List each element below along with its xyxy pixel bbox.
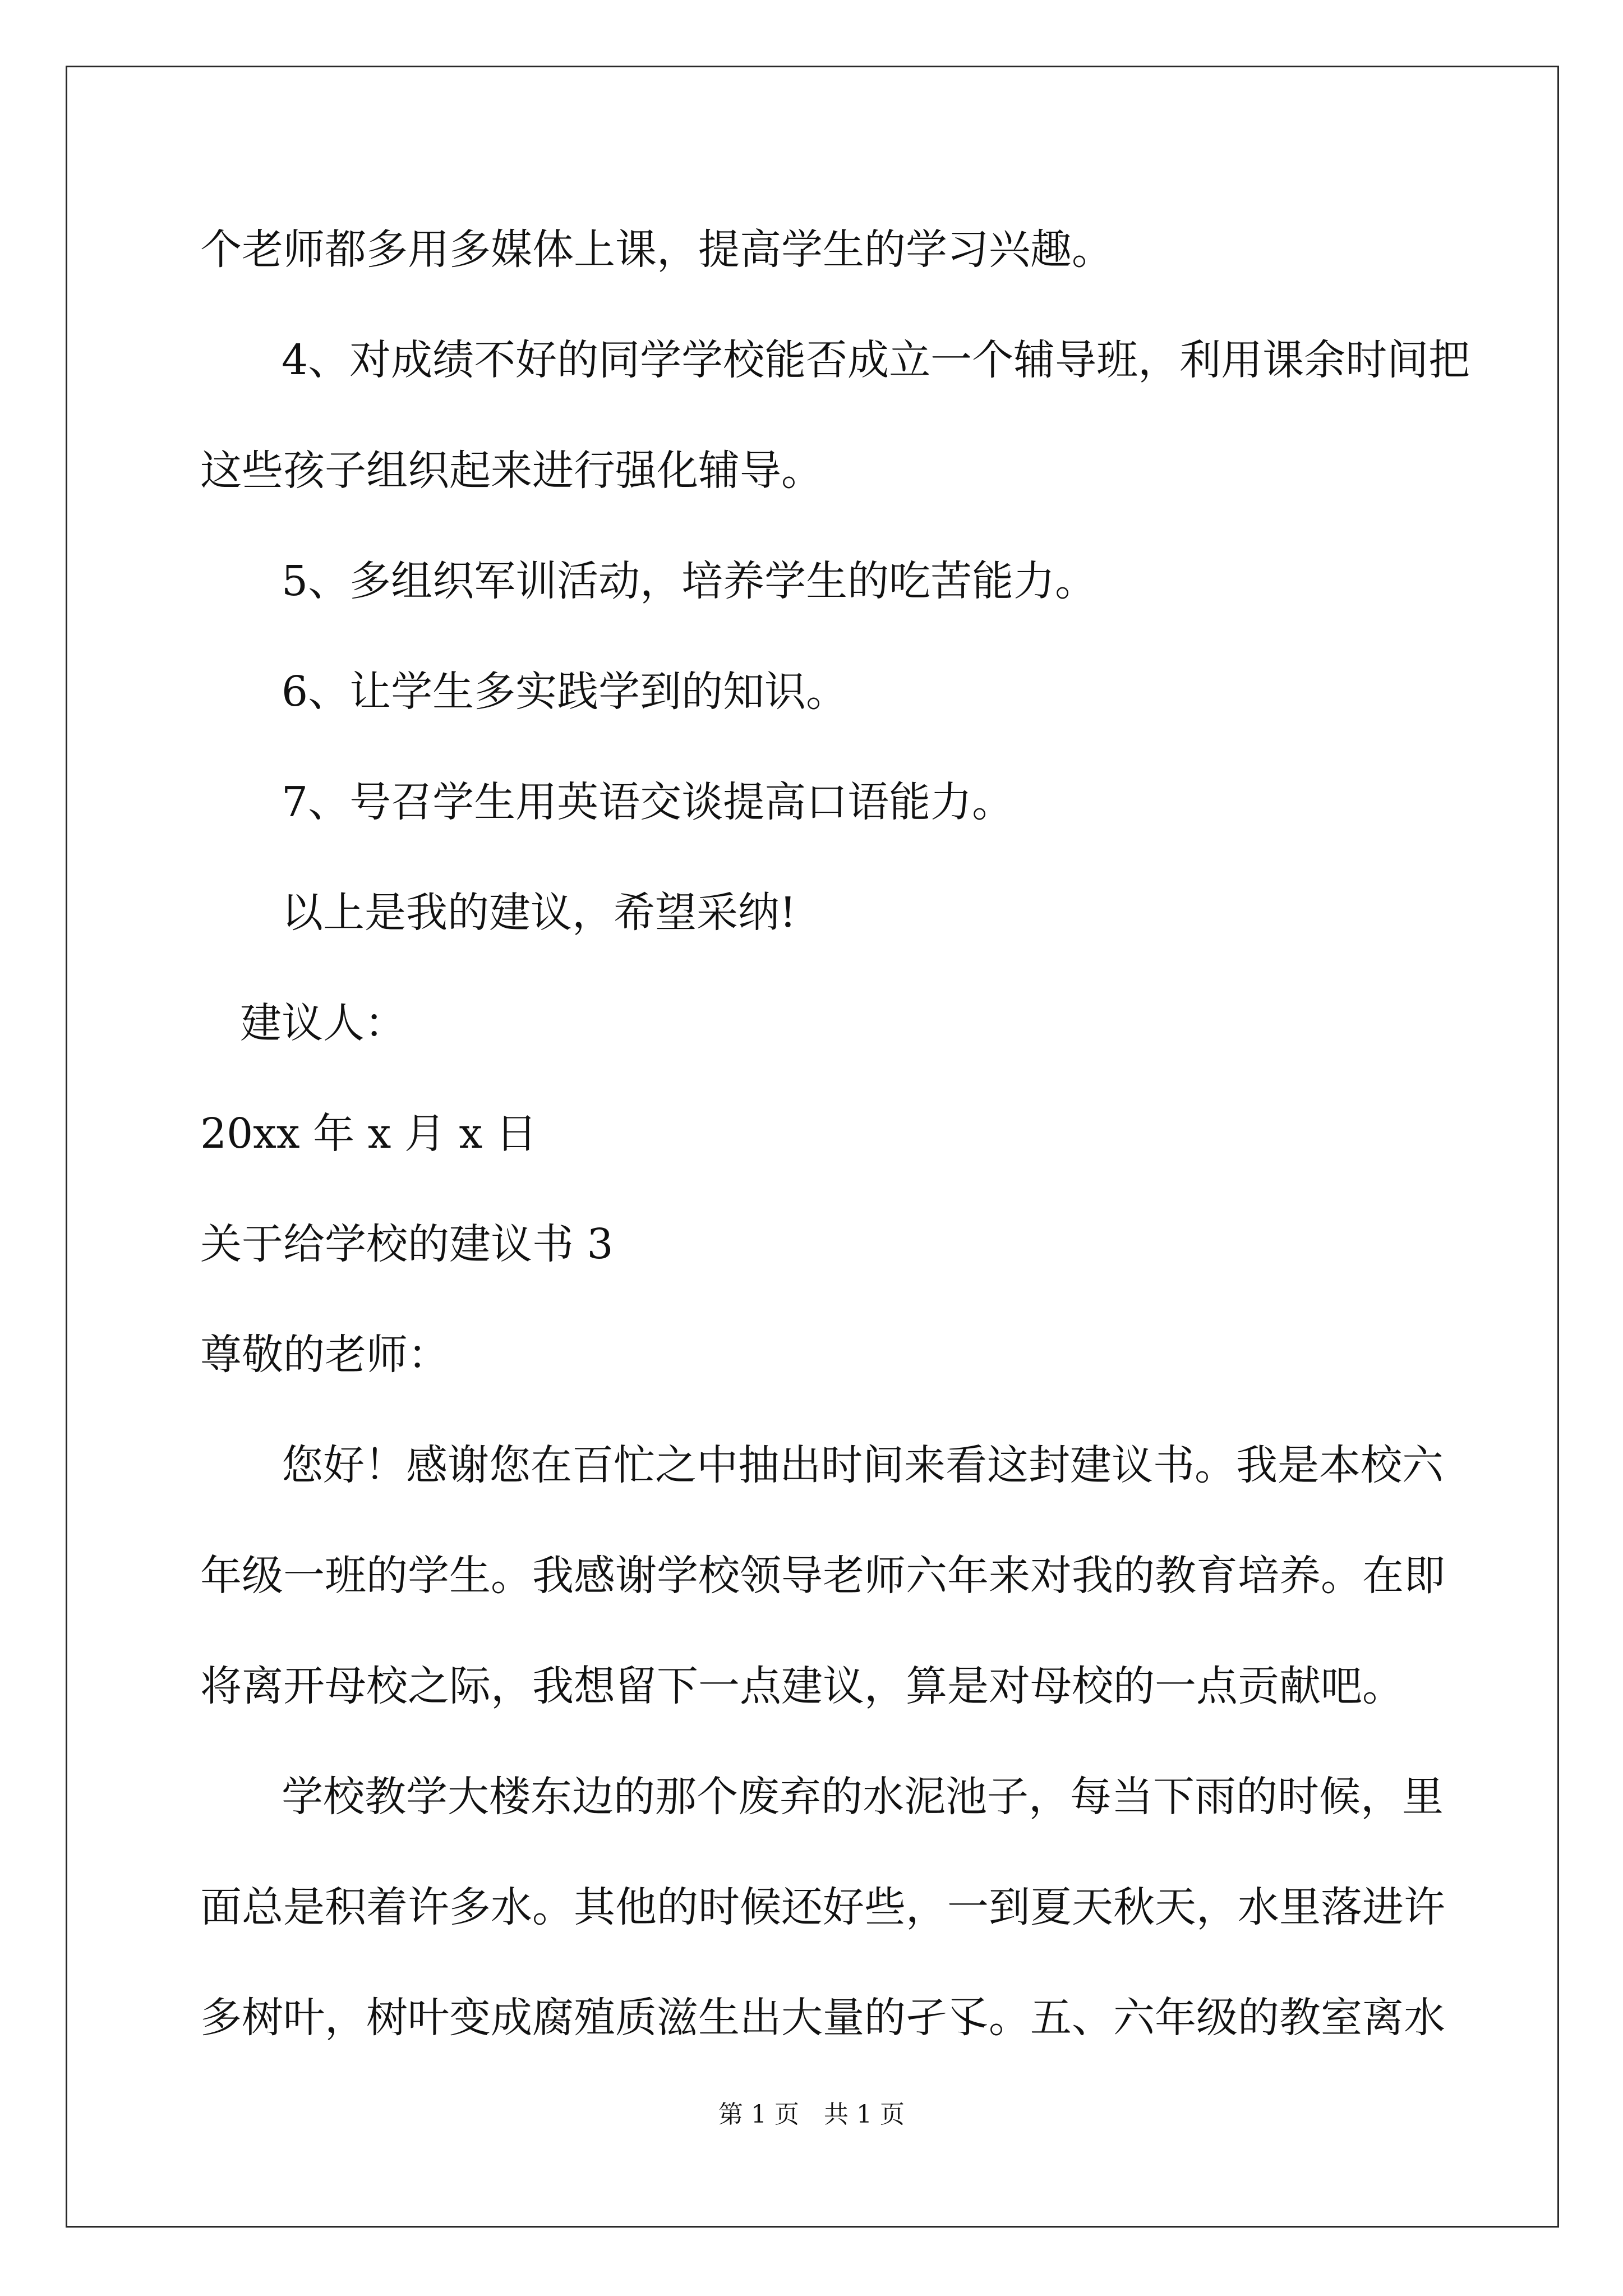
body-line-5: 6、让学生多实践学到的知识。: [282, 668, 848, 716]
date-line: 20xx 年 x 月 x 日: [200, 1110, 537, 1158]
signer-label: 建议人：: [240, 999, 406, 1047]
body-line-12: 您好！感谢您在百忙之中抽出时间来看这封建议书。我是本校六: [282, 1441, 1444, 1489]
body-line-17: 多树叶，树叶变成腐殖质滋生出大量的孑孓。五、六年级的教室离水: [200, 1994, 1445, 2042]
page-footer: 第 1 页 共 1 页: [718, 2100, 905, 2129]
body-line-2: 4、对成绩不好的同学学校能否成立一个辅导班，利用课余时间把: [282, 336, 1470, 384]
body-line-14: 将离开母校之际，我想留下一点建议，算是对母校的一点贡献吧。: [200, 1662, 1404, 1710]
body-line-13: 年级一班的学生。我感谢学校领导老师六年来对我的教育培养。在即: [200, 1552, 1445, 1600]
body-line-7: 以上是我的建议，希望采纳!: [282, 889, 796, 937]
body-line-15: 学校教学大楼东边的那个废弃的水泥池子，每当下雨的时候，里: [282, 1773, 1444, 1821]
body-line-6: 7、号召学生用英语交谈提高口语能力。: [282, 778, 1014, 826]
body-line-1: 个老师都多用多媒体上课，提高学生的学习兴趣。: [200, 226, 1113, 274]
section-title: 关于给学校的建议书 3: [200, 1220, 614, 1268]
body-line-4: 5、多组织军训活动，培养学生的吃苦能力。: [282, 557, 1097, 605]
body-line-16: 面总是积着许多水。其他的时候还好些，一到夏天秋天，水里落进许: [200, 1883, 1445, 1931]
body-line-3: 这些孩子组织起来进行强化辅导。: [200, 447, 823, 495]
salutation: 尊敬的老师：: [200, 1331, 449, 1379]
